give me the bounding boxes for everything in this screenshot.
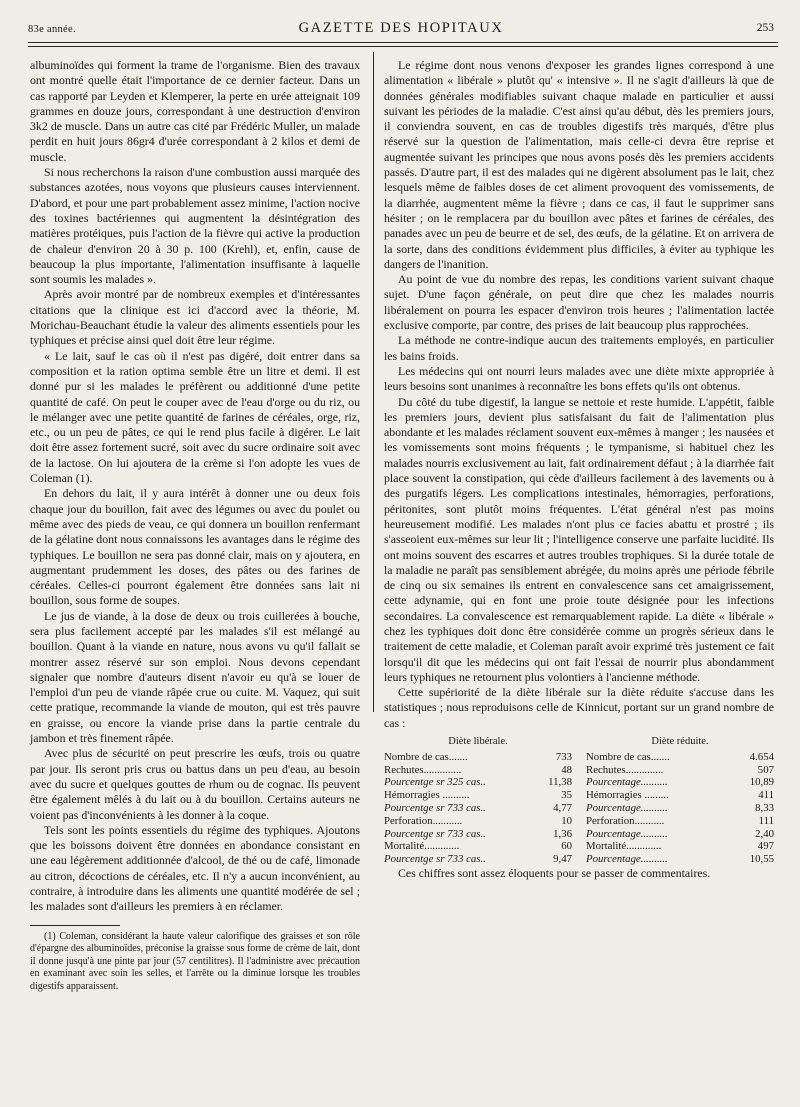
stat-row bbox=[384, 751, 572, 764]
stat-row bbox=[586, 815, 774, 828]
stat-value: 8,33 bbox=[755, 802, 774, 815]
stat-label: Pourcentage.......... bbox=[586, 802, 668, 815]
stat-value: 48 bbox=[561, 763, 572, 776]
closing-paragraph: Ces chiffres sont assez éloquents pour se passer de commentaires. bbox=[398, 866, 711, 881]
stat-value: 10 bbox=[561, 814, 572, 827]
reduced-diet-column bbox=[586, 736, 774, 866]
statistics-table bbox=[384, 736, 774, 866]
paragraph: Le régime dont nous venons d'exposer les grandes lignes correspond à une alimentation « libérale » plutôt qu' « intensive ». Il ne s'agit d'ailleurs là que de données générales modifiables suivant chaque malade en particulier et aussi suivant les périodes de la maladie. C'est ainsi qu'au début, dès les premiers jours, il conviendra souvent, en cas de troubles digestifs très marqués, d'être plus réservé sur la question de l'alimentation, mais celle-ci devra être reprise et augmentée suivant les principes que nous avons posés dès les premiers accidents passés. D'autre part, il est des malades qui ne digèrent absolument pas le lait, chez lesquels même de faibles doses de cet aliment provoquent des vomissements, de la diarrhée, augmentent même la fièvre ; dans ce cas, il faut le supprimer sans hésiter ; on le remplacera par du bouillon avec pâtes et farines de céréales, des panades avec un peu de beurre et de sel, des œufs, de la gélatine. Et on arrivera de la sorte, dans des conditions évidemment plus difficiles, à éviter au typhique les dangers de l'inanition. bbox=[384, 58, 774, 271]
stat-label: Pourcentage.......... bbox=[586, 827, 668, 840]
stat-row bbox=[384, 828, 572, 841]
stat-label: Rechutes.............. bbox=[384, 763, 462, 776]
stat-label: Rechutes.............. bbox=[586, 763, 664, 776]
stat-value: 10,89 bbox=[749, 776, 774, 789]
stat-row bbox=[384, 853, 572, 866]
stat-row bbox=[586, 802, 774, 815]
paragraph: « Le lait, sauf le cas où il n'est pas digéré, doit entrer dans sa composition et la ration optima semble être un litre et demi. Il est donné pur si les malades le préfèrent ou additionné d'une petite quantité de café. On peut le couper avec de l'eau d'orge ou du riz, ou le mélanger avec une petite quantité de farines de céréales, orge, riz, etc., ou un peu de pâtes, ce qui le rend plus facile à digérer. Le lait doit être assez fortement sucré, soit avec du sucre ordinaire soit avec de la lactose. On lui ajoutera de la crème si l'on adopte les vues de Coleman (1). bbox=[30, 348, 360, 486]
stat-row bbox=[384, 789, 572, 802]
stat-label: Pourcentge sr 733 cas.. bbox=[384, 827, 486, 840]
stat-row bbox=[384, 764, 572, 777]
stat-row bbox=[586, 828, 774, 841]
stat-row bbox=[384, 815, 572, 828]
liberal-diet-column bbox=[384, 736, 572, 866]
publication-title: GAZETTE DES HOPITAUX bbox=[298, 20, 504, 36]
stat-value: 4.654 bbox=[749, 750, 774, 763]
stat-value: 111 bbox=[758, 814, 774, 827]
stat-value: 733 bbox=[555, 750, 572, 763]
paragraph: La méthode ne contre-indique aucun des traitements employés, en particulier les bains froids. bbox=[384, 333, 774, 363]
stat-label: Perforation........... bbox=[384, 814, 463, 827]
paragraph: Tels sont les points essentiels du régime des typhiques. Ajoutons que les boissons doivent être données en abondance consistant en une eau légèrement additionnée d'alcool, de thé ou de café, limonade au citron, décoctions de céréales, etc. Il n'y a aucun inconvénient, au contraire, à introduire dans les aliments une quantité modérée de sel ; les malades sont d'ailleurs les premiers à en réclamer. bbox=[30, 822, 360, 914]
liberal-diet-heading: Diète libérale. bbox=[448, 736, 508, 748]
stat-row bbox=[586, 776, 774, 789]
stat-value: 11,38 bbox=[548, 776, 572, 789]
stat-label: Nombre de cas....... bbox=[384, 750, 468, 763]
right-column bbox=[384, 58, 774, 881]
stat-value: 60 bbox=[561, 840, 572, 853]
stat-row bbox=[586, 751, 774, 764]
paragraph: En dehors du lait, il y aura intérêt à donner une ou deux fois chaque jour du bouillon, fait avec des légumes ou avec du poulet ou même avec des pieds de veau, ce qui donnera un bouillon renfermant de la gélatine dont nous connaissons les avantages dans le régime des typhiques. Le bouillon ne sera pas donné clair, mais on y ajoutera, en augmentant prudemment les doses, des pâtes ou des farines de céréales. Celles-ci pourront également être données sans lait ni bouillon, sous forme de soupes. bbox=[30, 486, 360, 608]
stat-row bbox=[586, 789, 774, 802]
paragraph: albuminoïdes qui forment la trame de l'organisme. Bien des travaux ont montré quelle était l'importance de ce dernier facteur. Dans un cas rapporté par Leyden et Klemperer, la perte en urée atteignait 109 grammes en douze jours, correspondant à une destruction d'environ 3k2 de muscle. Dans un autre cas cité par Frédéric Muller, un malade perdit en huit jours 86gr4 d'urée correspondant à 2 kilos et demi de muscle. bbox=[30, 58, 360, 164]
paragraph: Cette supériorité de la diète libérale sur la diète réduite s'accuse dans les statistiques ; nous reproduisons celle de Kinnicut, portant sur un grand nombre de cas : bbox=[384, 685, 774, 730]
stat-value: 35 bbox=[561, 789, 572, 802]
paragraph: Si nous recherchons la raison d'une combustion aussi marquée des substances azotées, nous voyons que plusieurs causes interviennent. D'abord, et pour une part probablement assez minime, l'action nocive des toxines bactériennes qui augmentent la désintégration des matières protéiques, puis l'action de la fièvre qui active la production de chaleur d'environ 20 à 30 p. 100 (Krehl), et, enfin, cause de beaucoup la plus importante, l'alimentation insuffisante à laquelle sont soumis les malades ». bbox=[30, 165, 360, 287]
footnote-rule bbox=[30, 925, 120, 926]
paragraph: Avec plus de sécurité on peut prescrire les œufs, trois ou quatre par jour. Ils seront pris crus ou battus dans un peu d'eau, au besoin avec du sucre et quelques gouttes de rhum ou de cognac. Ils peuvent être également mêlés à du lait ou à du bouillon. Certains auteurs ne voient pas d'inconvénients à les donner à la coque. bbox=[30, 746, 360, 822]
page-header bbox=[28, 18, 774, 40]
stat-label: Pourcentge sr 733 cas.. bbox=[384, 802, 486, 815]
stat-value: 2,40 bbox=[755, 827, 774, 840]
stat-value: 4,77 bbox=[553, 802, 572, 815]
stat-row bbox=[384, 776, 572, 789]
stat-label: Mortalité............. bbox=[586, 840, 662, 853]
stat-row bbox=[586, 853, 774, 866]
stat-label: Hémorragies ......... bbox=[586, 789, 669, 802]
footnote: (1) Coleman, considérant la haute valeur calorifique des graisses et son rôle d'épargne des albuminoïdes, préconise la graisse sous forme de crème de lait, dont il donne jusqu'à une pinte par jour (57 centilitres). Il l'administre avec précaution en examinant avec soin les selles, et l'arrête ou la diminue lorsque les troubles digestifs apparaissent. bbox=[30, 930, 360, 992]
stat-value: 10,55 bbox=[749, 853, 774, 866]
stat-label: Pourcentge sr 325 cas.. bbox=[384, 776, 486, 789]
header-rule-top bbox=[28, 42, 778, 43]
header-rule-bottom bbox=[28, 46, 778, 47]
stat-label: Hémorragies .......... bbox=[384, 789, 470, 802]
stat-value: 1,36 bbox=[553, 827, 572, 840]
left-column bbox=[30, 58, 360, 994]
reduced-diet-heading: Diète réduite. bbox=[651, 736, 709, 748]
stat-value: 497 bbox=[757, 840, 774, 853]
stat-label: Pourcentage.......... bbox=[586, 853, 668, 866]
stat-value: 507 bbox=[757, 763, 774, 776]
year-label: 83e année. bbox=[28, 24, 76, 35]
stat-label: Pourcentge sr 733 cas.. bbox=[384, 853, 486, 866]
stat-row bbox=[586, 764, 774, 777]
stat-label: Nombre de cas....... bbox=[586, 750, 670, 763]
column-divider bbox=[373, 52, 374, 712]
stat-row bbox=[384, 840, 572, 853]
paragraph: Le jus de viande, à la dose de deux ou trois cuillerées à bouche, sera plus facilement accepté par les malades s'il est mélangé au bouillon. Quant à la viande en nature, nous avons vu qu'il fallait se montrer assez réservé sur son emploi. Nous devons cependant signaler que nombre d'auteurs disent n'avoir eu qu'à se louer de l'emploi d'un peu de viande râpée crue ou cuite. M. Vaquez, qui suit cette pratique, recommande la viande de mouton, qui est très pauvre en graisse, ou encore la viande prise dans la partie centrale du jambon et très finement râpée. bbox=[30, 608, 360, 746]
stat-value: 9,47 bbox=[553, 853, 572, 866]
paragraph: Les médecins qui ont nourri leurs malades avec une diète mixte appropriée à leurs besoins sont unanimes à reconnaître les bons effets qu'ils ont obtenus. bbox=[384, 363, 774, 394]
stat-label: Pourcentage.......... bbox=[586, 776, 668, 789]
paragraph: Au point de vue du nombre des repas, les conditions varient suivant chaque sujet. D'une façon générale, on peut dire que chez les malades nourris libéralement on pourra les espacer d'environ trois heures ; l'alimentation lactée exclusive comporte, par contre, des prises de lait beaucoup plus rapprochées. bbox=[384, 272, 774, 333]
stat-row bbox=[384, 802, 572, 815]
stat-row bbox=[586, 840, 774, 853]
page-number: 253 bbox=[756, 22, 774, 34]
stat-label: Perforation........... bbox=[586, 814, 665, 827]
paragraph: Après avoir montré par de nombreux exemples et d'intéressantes citations que la clinique est ici d'accord avec la théorie, M. Morichau-Beauchant étudie la valeur des aliments essentiels pour les typhiques et précise ainsi quel doit être leur régime. bbox=[30, 287, 360, 348]
stat-label: Mortalité............. bbox=[384, 840, 460, 853]
paragraph: Du côté du tube digestif, la langue se nettoie et reste humide. L'appétit, faible les premiers jours, devient plus satisfaisant du fait de l'alimentation plus abondante et les malades réclament souvent eux-mêmes à manger ; les nausées et les vomissements sont moins fréquents ; le tympanisme, si habituel chez les malades nourris exclusivement au lait, fait ordinairement défaut ; à la diarrhée fait place souvent la constipation, qui cède d'ailleurs facilement à des lavements ou à des purgatifs légers. Les complications intestinales, hémorragies, perforations, péritonites, sont plutôt moins fréquentes. L'état général n'est pas moins heureusement modifié. Les malades n'ont plus ce facies abattu et prostré ; ils s'asseoient eux-mêmes sur leur lit ; l'intelligence conserve une parfaite lucidité. Ils ont moins souvent des escarres et autres troubles trophiques. Si la durée totale de la maladie ne paraît pas sensiblement abrégée, du moins après une période fébrile de cinq ou six semaines ils entrent en convalescence sans cet amaigrissement, cette adynamie, qui en font une proie toute désignée pour les infections secondaires. La convalescence est remarquablement rapide. La diète « libérale » chez les typhiques doit donc être considérée comme un progrès sérieux dans le traitement de cette maladie, et Coleman paraît avoir exprimé très justement ce fait lorsqu'il dit que les médecins qui ont fait l'essai de nourrir plus abondamment leurs typhiques ne retournent plus volontiers à l'ancienne méthode. bbox=[384, 394, 774, 684]
stat-value: 411 bbox=[758, 789, 774, 802]
